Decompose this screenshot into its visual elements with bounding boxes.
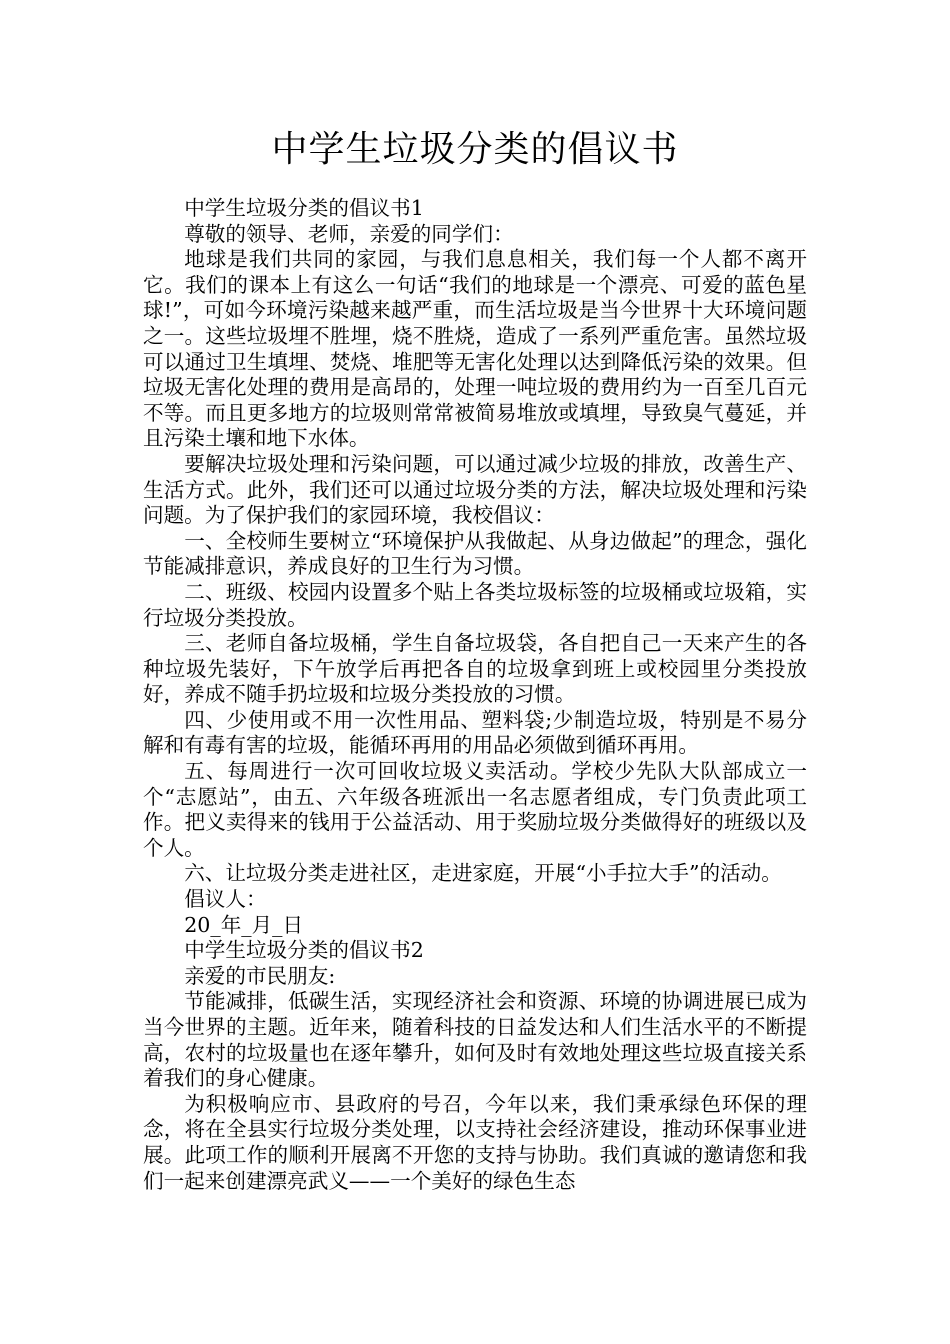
proposal-item-6: 六、让垃圾分类走进社区，走进家庭，开展“小手拉大手”的活动。 <box>184 861 782 886</box>
proposal-item-5: 五、每周进行一次可回收垃圾义卖活动。学校少先队大队部成立一个“志愿站”，由五、六年级各班派出一名志愿者组成，专门负责此项工作。把义卖得来的钱用于公益活动、用于奖励垃圾分类做得好的班级以及个人。 <box>143 759 807 860</box>
signature-label: 倡议人： <box>184 887 267 912</box>
proposal-item-3: 三、老师自备垃圾桶，学生自备垃圾袋，各自把自己一天来产生的各种垃圾先装好，下午放学后再把各自的垃圾拿到班上或校园里分类投放好，养成不随手扔垃圾和垃圾分类投放的习惯。 <box>143 631 807 707</box>
paragraph: 为积极响应市、县政府的号召，今年以来，我们秉承绿色环保的理念，将在全县实行垃圾分类处理，以支持社会经济建设，推动环保事业进展。此项工作的顺利开展离不开您的支持与协助。我们真诚的邀请您和我们一起来创建漂亮武义——一个美好的绿色生态 <box>143 1091 807 1193</box>
proposal-item-4: 四、少使用或不用一次性用品、塑料袋;少制造垃圾，特别是不易分解和有毒有害的垃圾，能循环再用的用品必须做到循环再用。 <box>143 707 807 758</box>
proposal-item-2: 二、班级、校园内设置多个贴上各类垃圾标签的垃圾桶或垃圾箱，实行垃圾分类投放。 <box>143 579 807 630</box>
date-line: 20_年_月_日 <box>184 912 304 937</box>
section-heading-1: 中学生垃圾分类的倡议书1 <box>184 196 424 220</box>
salutation-1: 尊敬的领导、老师，亲爱的同学们： <box>184 221 514 246</box>
salutation-2: 亲爱的市民朋友: <box>184 963 336 988</box>
document-body <box>143 196 807 1194</box>
proposal-item-1: 一、全校师生要树立“环境保护从我做起、从身边做起”的理念，强化节能减排意识，养成良好的卫生行为习惯。 <box>143 528 807 579</box>
document-title: 中学生垃圾分类的倡议书 <box>271 129 679 170</box>
document-page <box>143 0 807 1194</box>
paragraph: 节能减排，低碳生活，实现经济社会和资源、环境的协调进展已成为当今世界的主题。近年来，随着科技的日益发达和人们生活水平的不断提高，农村的垃圾量也在逐年攀升，如何及时有效地处理这些垃圾直接关系着我们的身心健康。 <box>143 989 807 1091</box>
paragraph: 地球是我们共同的家园，与我们息息相关，我们每一个人都不离开它。我们的课本上有这么一句话“我们的地球是一个漂亮、可爱的蓝色星球!”，可如今环境污染越来越严重，而生活垃圾是当今世界十大环境问题之一。这些垃圾埋不胜埋，烧不胜烧，造成了一系列严重危害。虽然垃圾可以通过卫生填埋、焚烧、堆肥等无害化处理以达到降低污染的效果。但垃圾无害化处理的费用是高昂的，处理一吨垃圾的费用约为一百至几百元不等。而且更多地方的垃圾则常常被简易堆放或填埋，导致臭气蔓延，并且污染土壤和地下水体。 <box>143 247 807 451</box>
section-heading-2: 中学生垃圾分类的倡议书2 <box>184 938 424 963</box>
paragraph: 要解决垃圾处理和污染问题，可以通过减少垃圾的排放，改善生产、生活方式。此外，我们还可以通过垃圾分类的方法，解决垃圾处理和污染问题。为了保护我们的家园环境，我校倡议： <box>143 451 807 528</box>
